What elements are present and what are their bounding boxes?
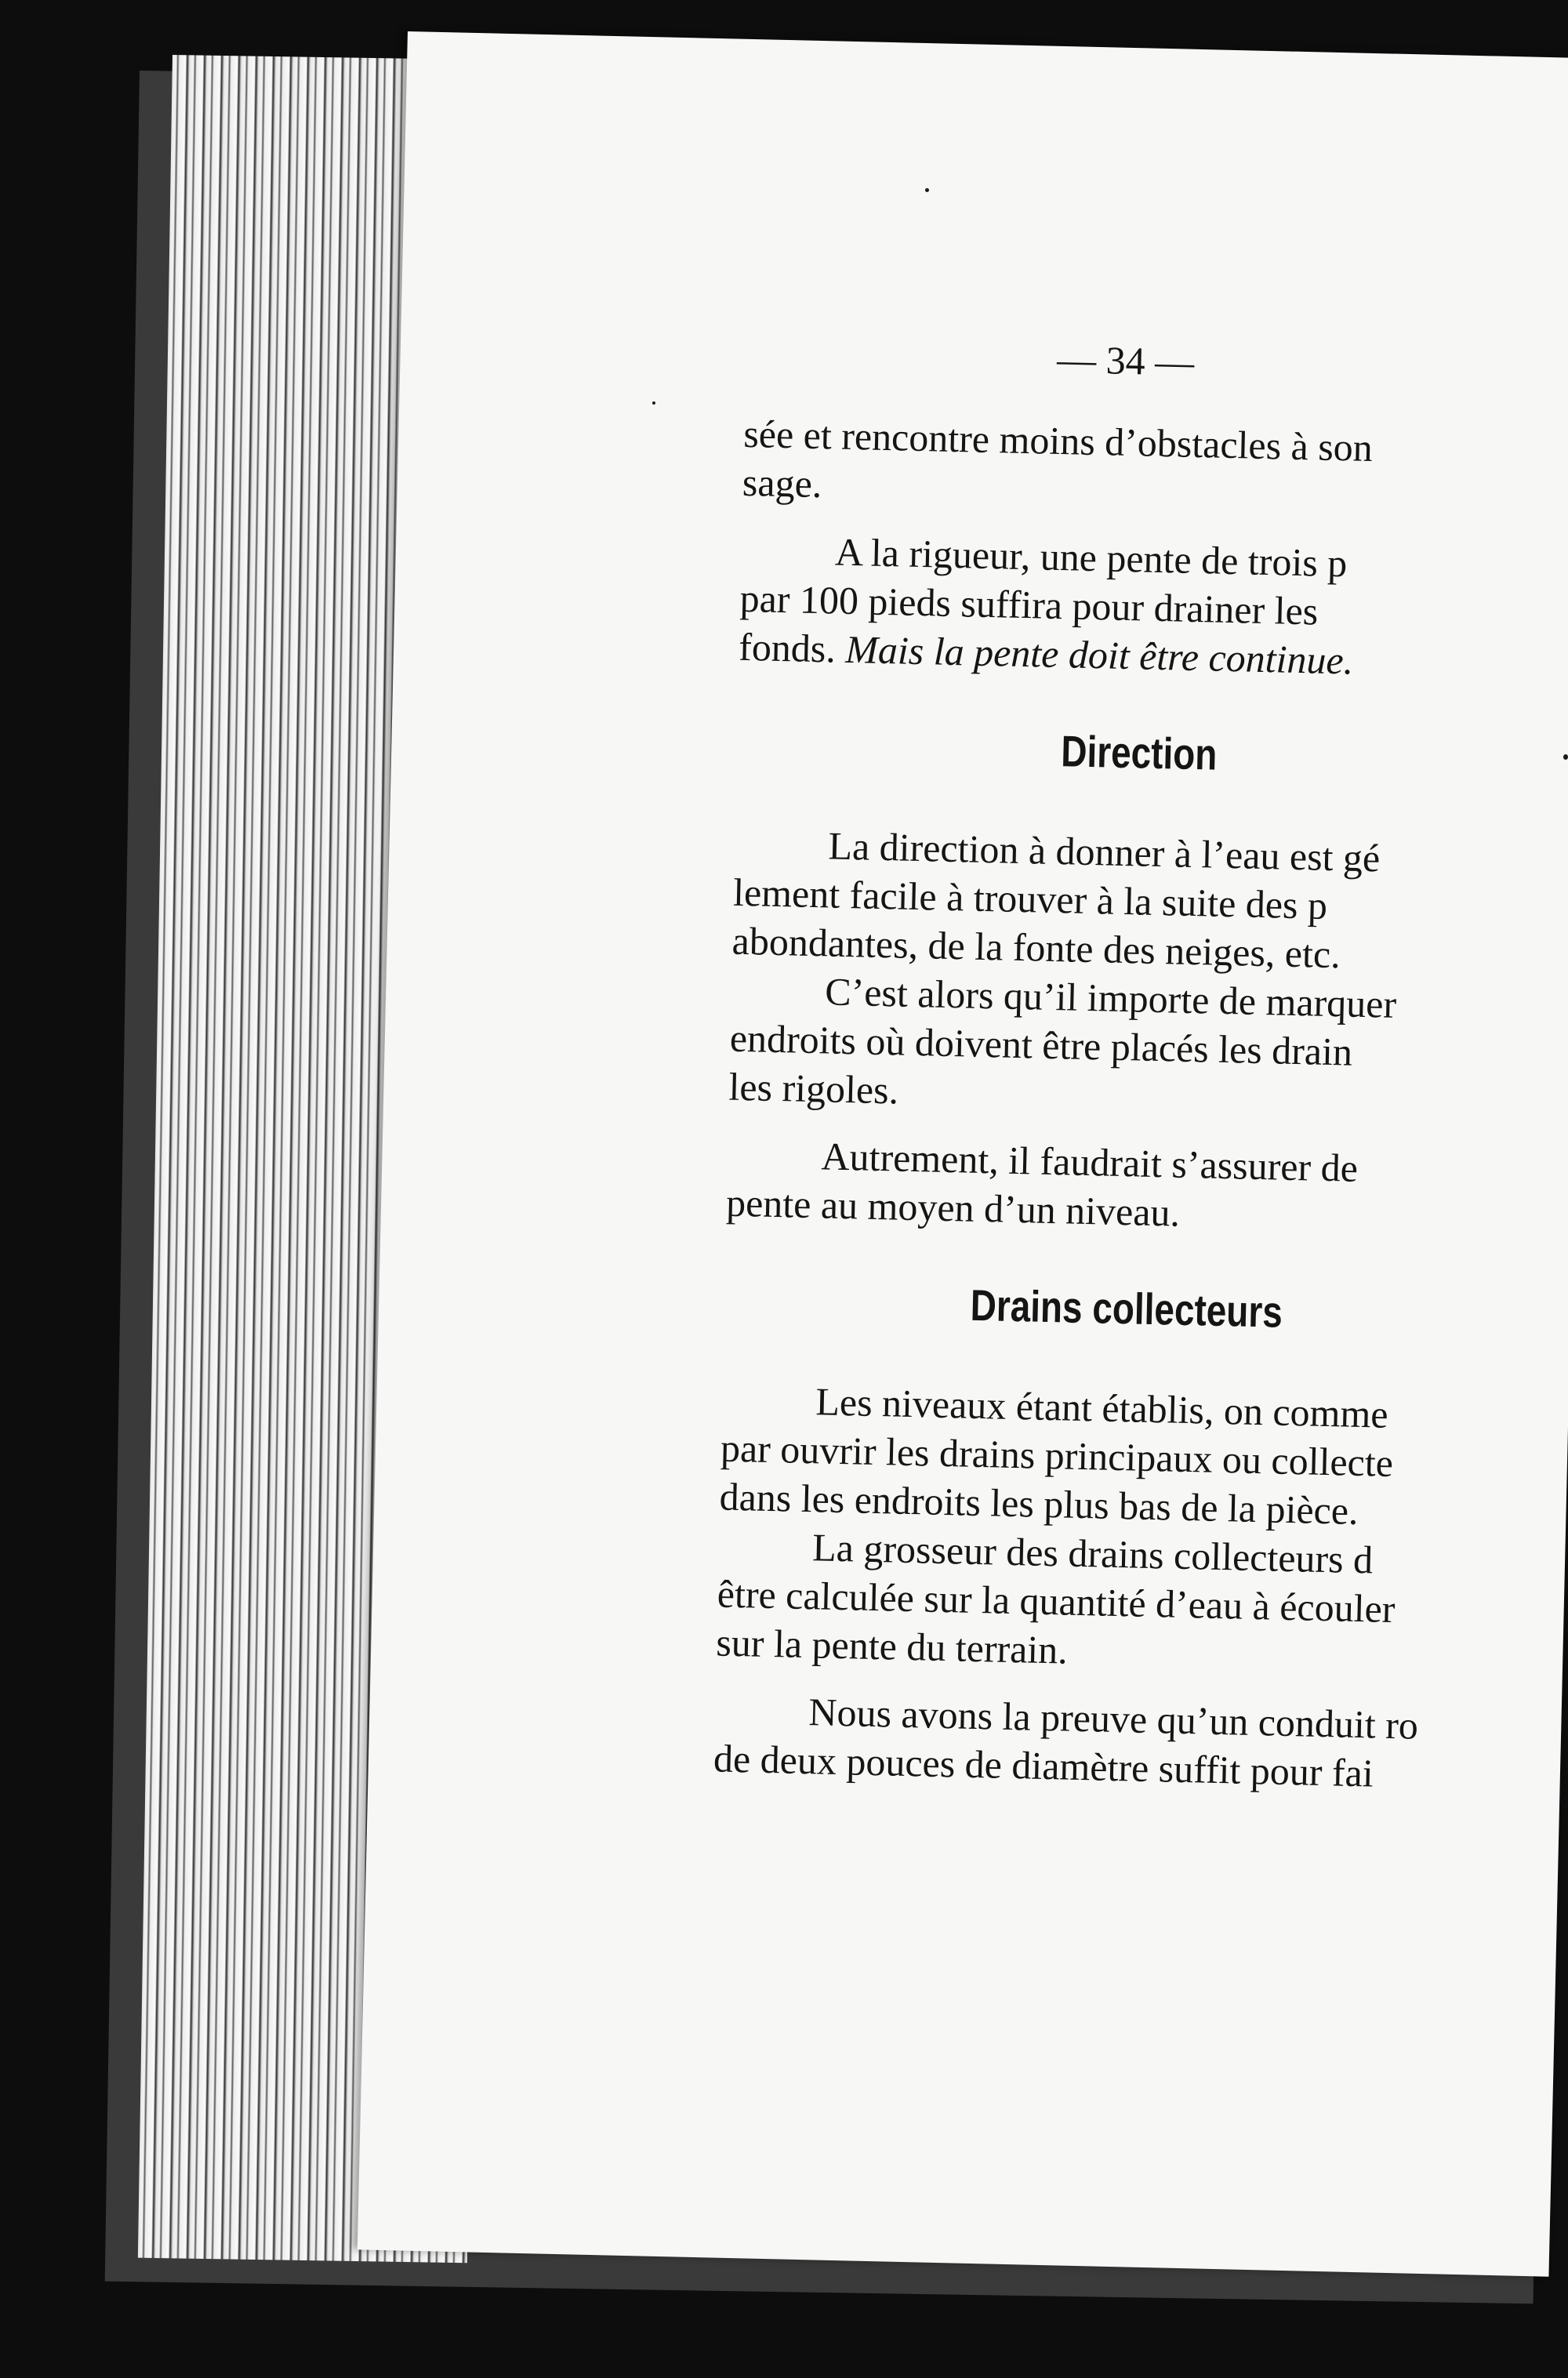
- text-line: A la rigueur, une pente de trois p: [834, 529, 1348, 586]
- text-line: abondantes, de la fonte des neiges, etc.: [731, 918, 1341, 977]
- text-line: La grosseur des drains collecteurs d: [811, 1525, 1374, 1582]
- text-line: par ouvrir les drains principaux ou collecte: [720, 1425, 1394, 1485]
- text-line: endroits où doivent être placés les drain: [729, 1015, 1353, 1074]
- text-line: sur la pente du terrain.: [715, 1620, 1069, 1672]
- section-heading-drains: Drains collecteurs: [970, 1280, 1283, 1337]
- dust-speck: [652, 401, 655, 405]
- text-line: sage.: [742, 459, 823, 506]
- text-line: sée et rencontre moins d’obstacles à son: [742, 411, 1374, 470]
- section-heading-direction: Direction: [1060, 726, 1218, 779]
- text-plain: fonds.: [738, 624, 847, 671]
- book-page: [358, 31, 1568, 2277]
- text-line: être calculée sur la quantité d’eau à écouler: [717, 1571, 1396, 1632]
- text-line: de deux pouces de diamètre suffit pour fai: [713, 1736, 1374, 1795]
- text-line: Nous avons la preuve qu’un conduit ro: [808, 1690, 1419, 1748]
- text-line: C’est alors qu’il importe de marquer: [824, 969, 1397, 1026]
- text-line: Les niveaux étant établis, on comme: [815, 1379, 1389, 1436]
- dust-speck: [925, 188, 929, 192]
- text-line: pente au moyen d’un niveau.: [725, 1180, 1181, 1235]
- text-line: La direction à donner à l’eau est gé: [827, 823, 1381, 880]
- text-line: par 100 pieds suffira pour drainer les: [739, 575, 1319, 634]
- text-italic: Mais la pente doit être continue.: [844, 626, 1354, 683]
- text-line: lement facile à trouver à la suite des p: [732, 870, 1328, 928]
- text-line: dans les endroits les plus bas de la pièce.: [719, 1474, 1359, 1533]
- dust-speck: [1563, 754, 1568, 760]
- page-number: — 34 —: [1056, 336, 1195, 384]
- text-line: les rigoles.: [728, 1064, 899, 1113]
- page-content: [713, 329, 1568, 1803]
- text-line: Autrement, il faudrait s’assurer de: [820, 1134, 1359, 1190]
